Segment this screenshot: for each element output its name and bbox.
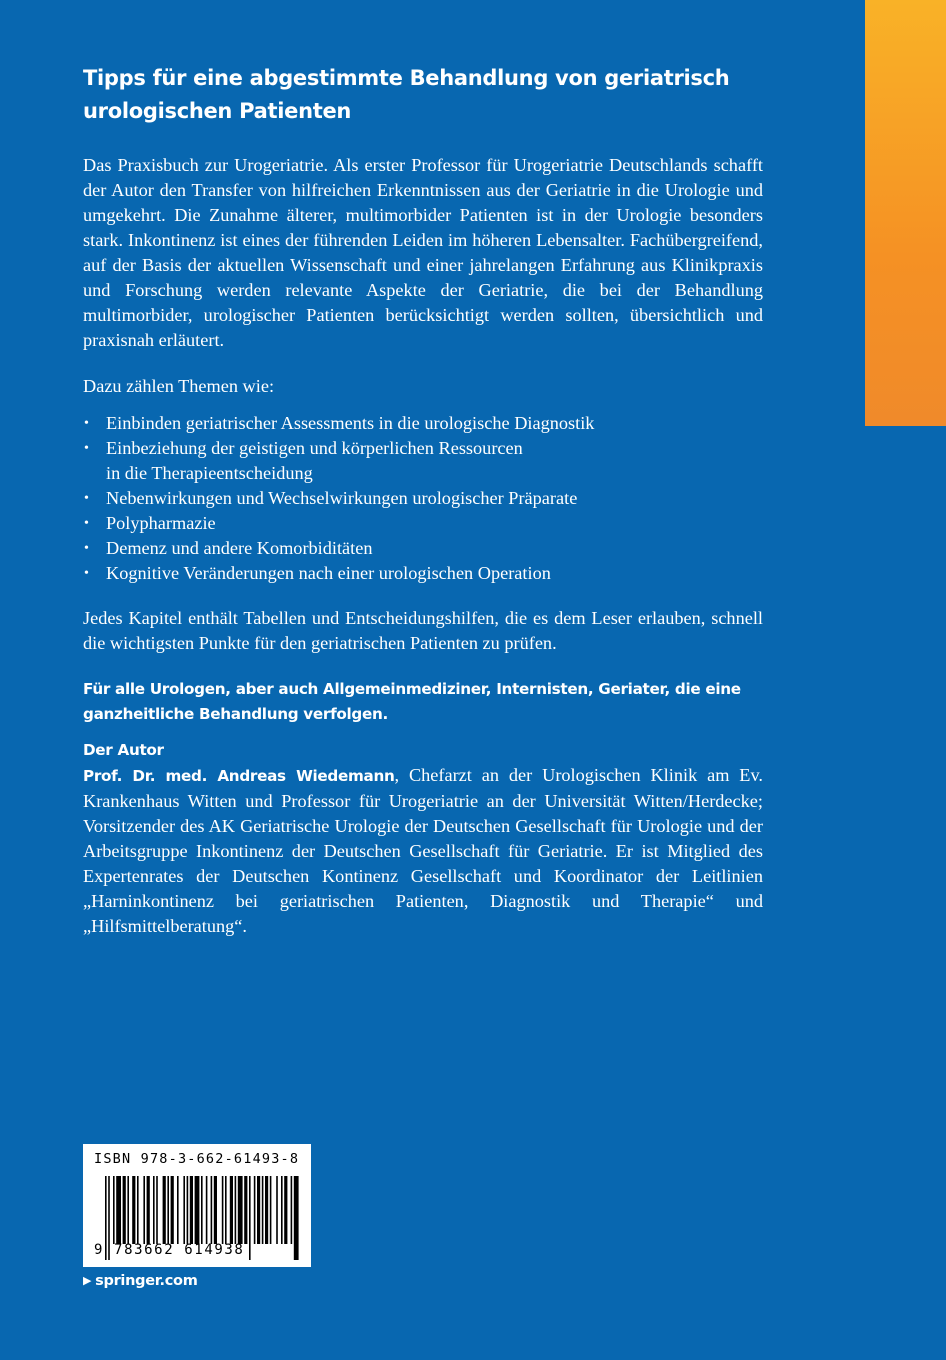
barcode-bar <box>183 1176 185 1244</box>
isbn-barcode <box>83 1144 311 1267</box>
topics-list <box>83 411 763 586</box>
barcode-bar <box>225 1176 227 1244</box>
barcode-bar <box>187 1176 189 1244</box>
bullet-icon: • <box>84 491 89 506</box>
barcode-bar <box>143 1176 145 1244</box>
topic-text: Polypharmazie <box>106 513 216 533</box>
barcode-bar <box>238 1176 243 1244</box>
topic-text: Einbinden geriatrischer Assessments in die urologische Diagnostik <box>106 413 595 433</box>
website-text: springer.com <box>95 1273 198 1289</box>
barcode-bar <box>254 1176 256 1244</box>
barcode-bar <box>222 1176 224 1244</box>
author-bio <box>83 763 763 939</box>
barcode-bar <box>270 1176 272 1244</box>
barcode-bar <box>244 1176 247 1244</box>
barcode-bar <box>276 1176 278 1244</box>
topic-text: Kognitive Veränderungen nach einer urologischen Operation <box>106 563 551 583</box>
bullet-icon: • <box>84 441 89 456</box>
author-bio-text: , Chefarzt an der Urologischen Klinik am Ev. Krankenhaus Witten und Professor für Urogeriatrie an der Universität Witten/Herdecke; Vorsitzender des AK Geriatrische Urologie der Deutschen Gesellschaft für Urologie und der Arbeitsgruppe Inkontinenz der Deutschen Gesellschaft für Geriatrie. Er ist Mitglied des Expertenrates der Deutschen Kontinenz Gesellschaft und Koordinator der Leitlinien „Harninkontinenz bei geriatrischen Patienten, Diagnostik und Therapie“ und „Hilfsmittelberatung“. <box>83 765 763 936</box>
headline: Tipps für eine abgestimmte Behandlung von geriatrisch urologischen Patienten <box>83 66 730 123</box>
barcode-bar <box>257 1176 260 1244</box>
barcode-bar <box>113 1176 115 1244</box>
bullet-icon: • <box>84 566 89 581</box>
barcode-bar <box>190 1176 193 1244</box>
author-name: Prof. Dr. med. Andreas Wiedemann <box>83 767 395 785</box>
barcode-bar <box>177 1176 179 1244</box>
barcode-bar <box>291 1176 293 1244</box>
barcode-bar <box>123 1176 126 1244</box>
barcode-bar <box>167 1176 169 1244</box>
arrow-right-icon: ▶ <box>83 1274 92 1287</box>
barcode-bar <box>249 1176 251 1260</box>
barcode-bar <box>132 1176 135 1244</box>
isbn-number: ISBN 978-3-662-61493-8 <box>94 1151 300 1167</box>
barcode-bar <box>206 1176 208 1244</box>
bullet-icon: • <box>84 541 89 556</box>
barcode-bar <box>116 1176 121 1244</box>
barcode-bar <box>281 1176 283 1244</box>
barcode-bar <box>294 1176 299 1260</box>
list-item <box>83 486 763 511</box>
topic-text: Nebenwirkungen und Wechselwirkungen urologischer Präparate <box>106 488 578 508</box>
list-item <box>83 561 763 586</box>
bullet-icon: • <box>84 516 89 531</box>
list-item <box>83 436 763 486</box>
barcode-bar <box>230 1176 233 1244</box>
barcode-bar <box>156 1176 158 1244</box>
list-item <box>83 536 763 561</box>
barcode-digits: 9 783662 614938 <box>94 1242 245 1258</box>
barcode-bar <box>171 1176 174 1244</box>
author-heading: Der Autor <box>83 741 164 759</box>
barcode-bar <box>235 1176 237 1244</box>
barcode-bar <box>284 1176 287 1244</box>
barcode-bar <box>211 1176 213 1244</box>
barcode-bar <box>214 1176 217 1244</box>
barcode-bar <box>147 1176 150 1244</box>
barcode-bar <box>262 1176 264 1244</box>
intro-paragraph: Das Praxisbuch zur Urogeriatrie. Als erster Professor für Urogeriatrie Deutschlands schafft der Autor den Transfer von hilfreichen Erkenntnissen aus der Geriatrie in die Urologie und umgekehrt. Die Zunahme älterer, multimorbider Patienten ist in der Urologie besonders stark. Inkontinenz ist eines der führenden Leiden im höheren Lebensalter. Fachübergreifend, auf der Basis der aktuellen Wissenschaft und einer jahrelangen Erfahrung aus Klinikpraxis und Forschung werden relevante Aspekte der Geriatrie, die bei der Behandlung multimorbider, urologischer Patienten berücksichtigt werden sollten, übersichtlich und praxisnah erläutert. <box>83 155 763 350</box>
barcode-bar <box>137 1176 139 1244</box>
barcode-bar <box>127 1176 129 1244</box>
barcode-bar <box>265 1176 268 1244</box>
topic-text: Demenz und andere Komorbiditäten <box>106 538 373 558</box>
back-cover-text <box>83 62 763 939</box>
bullet-icon: • <box>84 416 89 431</box>
barcode-bar <box>153 1176 155 1244</box>
closing-paragraph: Jedes Kapitel enthält Tabellen und Entscheidungshilfen, die es dem Leser erlauben, schnell die wichtigsten Punkte für den geriatrischen Patienten zu prüfen. <box>83 608 763 653</box>
topics-lead: Dazu zählen Themen wie: <box>83 376 275 396</box>
list-item <box>83 511 763 536</box>
barcode-bar <box>195 1176 200 1244</box>
barcode-bar <box>201 1176 203 1244</box>
barcode-bar <box>163 1176 166 1244</box>
orange-accent-tab <box>865 0 946 426</box>
website-link[interactable] <box>83 1273 198 1289</box>
audience-statement: Für alle Urologen, aber auch Allgemeinmediziner, Internisten, Geriater, die eine ganzheitliche Behandlung verfolgen. <box>83 680 741 723</box>
topic-text: Einbeziehung der geistigen und körperlichen Ressourcen in die Therapieentscheidung <box>106 438 523 483</box>
list-item <box>83 411 763 436</box>
